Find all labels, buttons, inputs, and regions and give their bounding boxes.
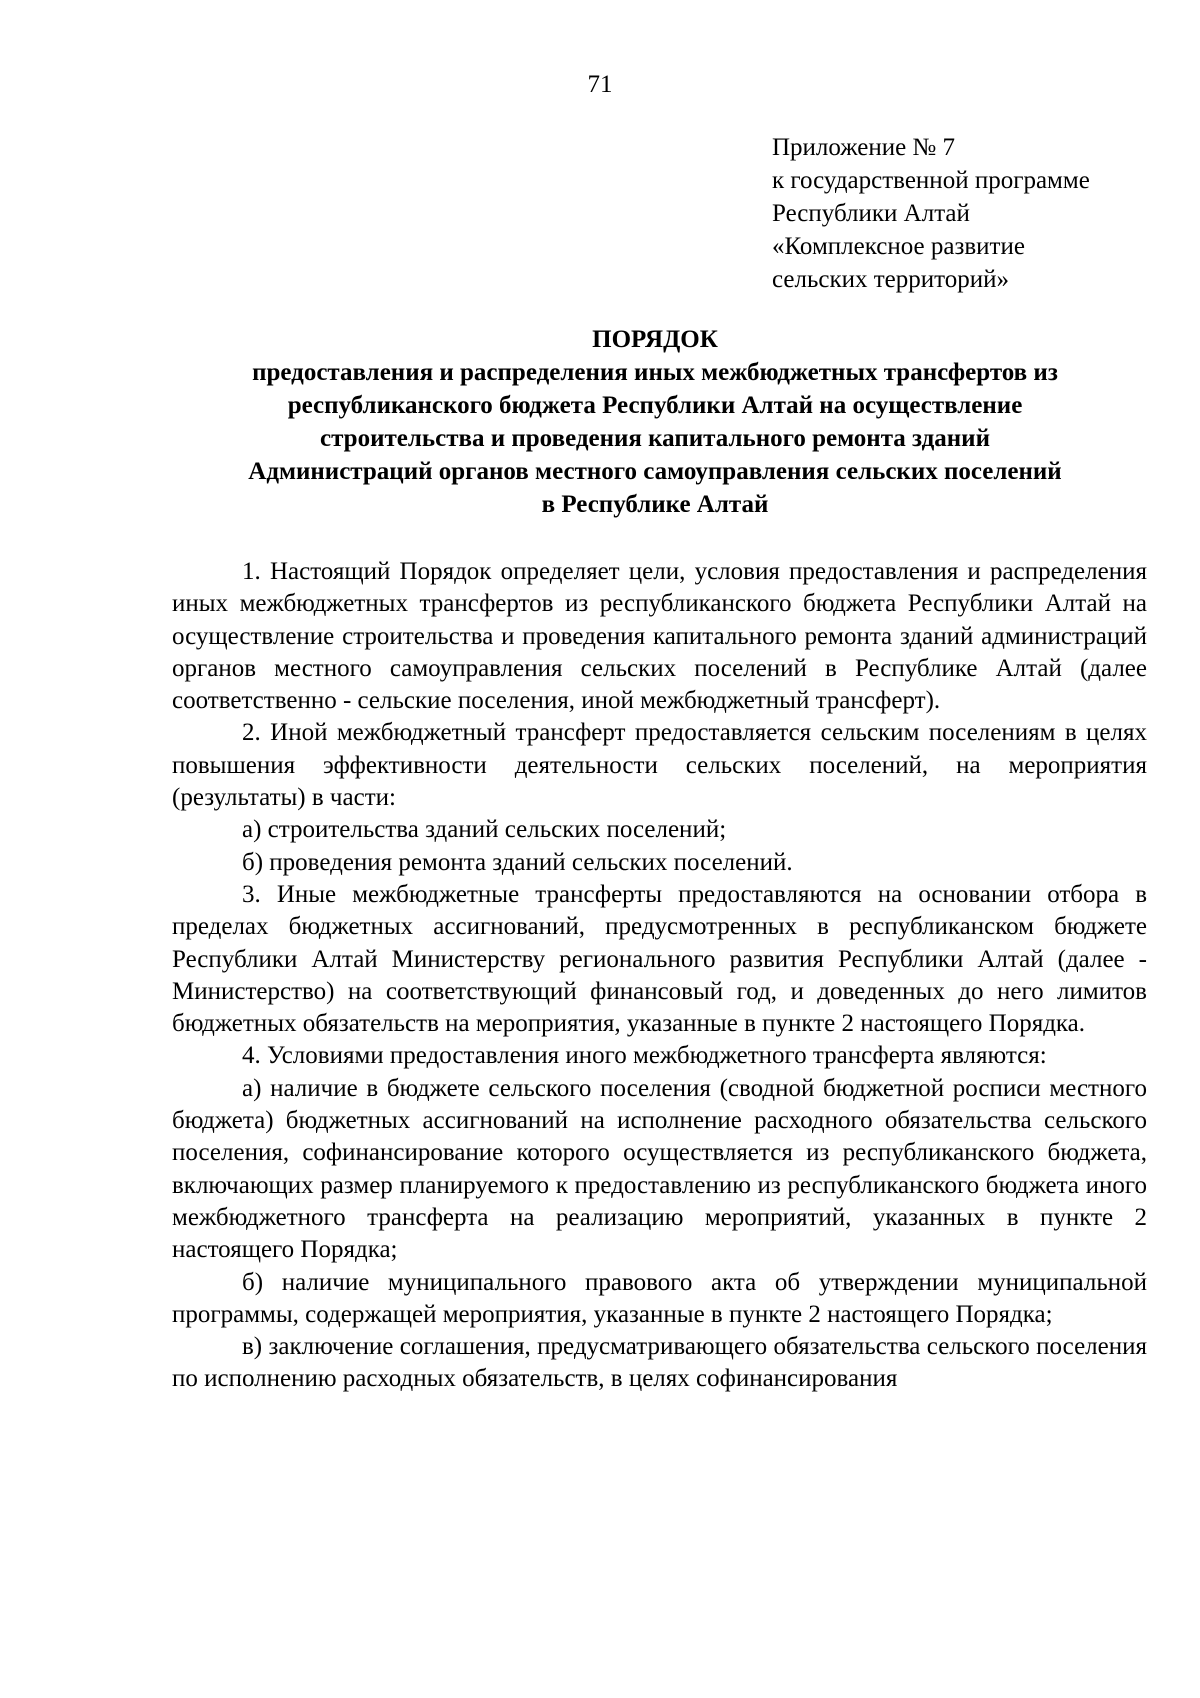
paragraph-2: 2. Иной межбюджетный трансферт предоставляется сельским поселениям в целях повышения эффективности деятельности сельских поселений, на мероприятия (результаты) в части:	[172, 719, 1147, 812]
paragraph-4b: б) наличие муниципального правового акта об утверждении муниципальной программы, содержащей мероприятия, указанные в пункте 2 настоящего Порядка;	[172, 1268, 1147, 1328]
paragraph-2a: а) строительства зданий сельских поселений;	[242, 816, 727, 844]
page-number: 71	[587, 71, 613, 98]
paragraph-2b: б) проведения ремонта зданий сельских поселений.	[242, 848, 793, 876]
appendix-line: Приложение № 7	[772, 134, 956, 161]
document-body	[172, 556, 1147, 1396]
appendix-line: сельских территорий»	[772, 266, 1009, 293]
title-line: республиканского бюджета Республики Алтай на осуществление	[287, 392, 1023, 419]
appendix-line: к государственной программе	[772, 167, 1090, 194]
title-line: в Республике Алтай	[541, 491, 769, 518]
paragraph-4c: в) заключение соглашения, предусматривающего обязательства сельского поселения по исполнению расходных обязательств, в целях софинансирования	[172, 1333, 1147, 1393]
title-line: Администраций органов местного самоуправления сельских поселений	[248, 458, 1062, 485]
title-heading: ПОРЯДОК	[592, 326, 718, 353]
title-line: строительства и проведения капитального ремонта зданий	[319, 425, 990, 452]
appendix-note	[772, 131, 1172, 296]
paragraph-1: 1. Настоящий Порядок определяет цели, условия предоставления и распределения иных межбюджетных трансфертов из республиканского бюджета Республики Алтай на осуществление строительства и проведения капитального ремонта зданий администраций органов местного самоуправления сельских поселений в Республике Алтай (далее соответственно - сельские поселения, иной межбюджетный трансферт).	[172, 558, 1147, 715]
document-title	[160, 323, 1150, 521]
paragraph-4: 4. Условиями предоставления иного межбюджетного трансферта являются:	[242, 1042, 1047, 1070]
appendix-line: Республики Алтай	[772, 200, 970, 227]
paragraph-4a: а) наличие в бюджете сельского поселения (сводной бюджетной росписи местного бюджета) бюджетных ассигнований на исполнение расходного обязательства сельского поселения, софинансирование которого осуществляется из республиканского бюджета, включающих размер планируемого к предоставлению из республиканского бюджета иного межбюджетного трансферта на реализацию мероприятий, указанных в пункте 2 настоящего Порядка;	[172, 1074, 1147, 1264]
paragraph-3: 3. Иные межбюджетные трансферты предоставляются на основании отбора в пределах бюджетных ассигнований, предусмотренных в республиканском бюджете Республики Алтай Министерству регионального развития Республики Алтай (далее - Министерство) на соответствующий финансовый год, и доведенных до него лимитов бюджетных обязательств на мероприятия, указанные в пункте 2 настоящего Порядка.	[172, 880, 1147, 1038]
title-line: предоставления и распределения иных межбюджетных трансфертов из	[252, 359, 1058, 386]
appendix-line: «Комплексное развитие	[772, 233, 1025, 260]
